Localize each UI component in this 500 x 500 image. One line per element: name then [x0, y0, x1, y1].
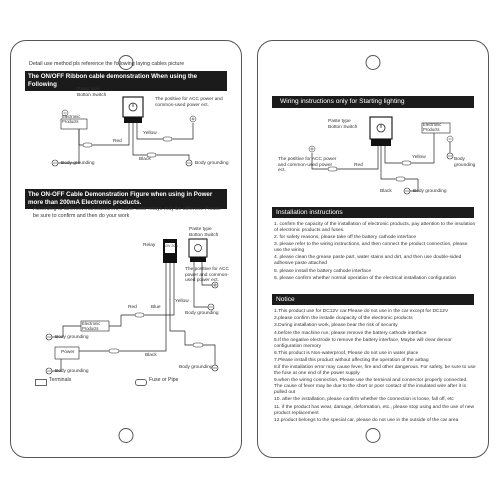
wire-black-label: Black: [139, 157, 151, 162]
instruction-card-right: [257, 40, 489, 458]
hang-hole-bottom: [366, 428, 381, 443]
installation-list: [274, 222, 476, 283]
hang-hole-bottom: [119, 428, 134, 443]
wire-red-label-2: Red: [128, 305, 137, 310]
body-grounding-label-2: Body grounding: [195, 161, 229, 166]
notice-item: 1.This product use for DC12V car.Please do not use in the car except for DC12V: [274, 309, 449, 314]
notice-item: 12.product belongs to the special car, please do not use in the outside of the car area: [274, 417, 459, 423]
ribbon-cable-diagram: [25, 83, 227, 175]
installation-item: 2. for safety reasons, please take off the battery cathode interface: [274, 235, 417, 241]
fuse-legend-icon: [135, 379, 147, 386]
button-switch-label-2: Botton Switch: [189, 233, 219, 238]
fuse-legend-label: Fuse or Pipe: [149, 377, 179, 383]
wire-black-label-2: Black: [145, 353, 157, 358]
wire-yellow-label-2: Yellow: [175, 299, 189, 304]
body-grounding-label-1: Body grounding: [454, 157, 476, 168]
acc-power-note: The posltive for ACC power and common-used power ect.: [155, 97, 223, 108]
hang-hole-top: [366, 55, 381, 70]
electronic-products-label: Electronic Products: [62, 114, 81, 124]
notice-item: 9.when the wiring connection, Please use the terminal and connector properly connected. The cause of fever may be due to the short or poor contact of the insulated wire after it is pulled out: [274, 378, 468, 396]
installation-item: 3. please refer to the wiring instructions, and then connect the product connection, please use the wiring: [274, 242, 468, 254]
notice-item: 5.If the negative electrode to remove the battery interface, Maybe will clear densor configuration memory: [274, 337, 452, 349]
notice-title: Notice: [272, 294, 474, 305]
wiring-title: Wiring instructions only for Starting lighting: [272, 96, 474, 108]
body-grounding-label-a: Body grounding: [55, 335, 89, 340]
relay-label: Relay: [143, 243, 156, 248]
notice-item: 10. after the installation, please confirm whether the connection is loose, fall off, etc: [274, 397, 454, 403]
button-switch-label: Botton Switch: [328, 125, 358, 130]
notice-item: 3.During installation work, please bear the risk of security: [274, 323, 398, 329]
installation-item: 6. please confirm whether normal operation of the electrical installation configuration: [274, 275, 457, 281]
electronic-products-label-2: Electronic Products: [82, 321, 101, 331]
wire-black-label: Black: [380, 189, 392, 194]
relay-cable-wiring: [25, 225, 229, 375]
wire-blue-label: Blue: [151, 305, 161, 310]
power-label: Power: [61, 350, 75, 355]
electronic-products-label: Electronic Products: [423, 122, 442, 132]
paste-type-label: Paste type: [328, 119, 351, 124]
notice-list: [274, 309, 476, 425]
section2-note: According to different manufacturers, cable color relays may be different. Please be sure to confirm and then do your work: [33, 206, 221, 219]
button-switch-label: Botton Switch: [77, 93, 107, 98]
wire-red-label: Red: [354, 163, 363, 168]
notice-item: 7.Please install this product without affecting the operation of the airbag: [274, 358, 429, 364]
body-grounding-label-1: Body grounding: [61, 161, 95, 166]
wire-red-label: Red: [113, 139, 122, 144]
installation-item: 5. please install the battery cathode interface: [274, 268, 372, 274]
notice-item: 6.This product is Non-waterproof, Please do not use in water place: [274, 350, 419, 356]
installation-title: Installation instructions: [272, 207, 474, 218]
instruction-card-left: [10, 40, 242, 458]
body-grounding-label-2: Body grounding: [413, 189, 447, 194]
notice-item: 11. if the product has wear, damage, deformation, etc., please stop using and the use of new product replacement: [274, 404, 475, 416]
relay-rating: 12V 20A: [164, 244, 178, 248]
body-grounding-label-b: Body grounding: [55, 369, 89, 374]
notice-item: 2.please confirm the installe dcapacity of the electronic products: [274, 316, 413, 322]
intro-text: Detail use method pls reference the following laying cables picture: [29, 61, 185, 67]
notice-item: 8.if the installation error may cause fever, fire and other dangerous. For safety, be sure to use the fuse at one end of the power supply: [274, 365, 476, 377]
paste-type-label: Paste type: [77, 87, 100, 92]
installation-item: 4. please clean the grease paste part, water stains and dirt, and then use double-sided adhesive paste attached: [274, 255, 462, 267]
acc-power-note: The posltive for ACC power and common-used power ect.: [278, 157, 337, 174]
notice-item: 4.before the machine run, please remove the battery cathode interface: [274, 330, 427, 336]
body-grounding-label-d: Body grounding: [179, 365, 213, 370]
starting-lighting-diagram: [272, 109, 474, 201]
section1-title: The ON/OFF Ribbon cable demonstration When using the Following: [25, 71, 227, 91]
terminals-legend-label: Terminals: [49, 377, 72, 383]
acc-power-note-2: The posltive for ACC power and common-used power ect.: [185, 267, 229, 284]
section2-title: The ON-OFF Cable Demonstration Figure when using in Power more than 200mA Electronic products.: [25, 189, 227, 209]
wire-yellow-label: Yellow: [143, 131, 157, 136]
installation-item: 1. confirm the capacity of the installation of electronic products, pay attention to the insulation of electronic products and fuses.: [274, 222, 476, 233]
paste-type-label-2: Paste type: [189, 227, 212, 232]
relay-cable-diagram: [25, 225, 227, 375]
wire-yellow-label: Yellow: [412, 155, 426, 160]
body-grounding-label-c: Body grounding: [185, 311, 219, 316]
terminal-legend-icon: [35, 379, 47, 386]
